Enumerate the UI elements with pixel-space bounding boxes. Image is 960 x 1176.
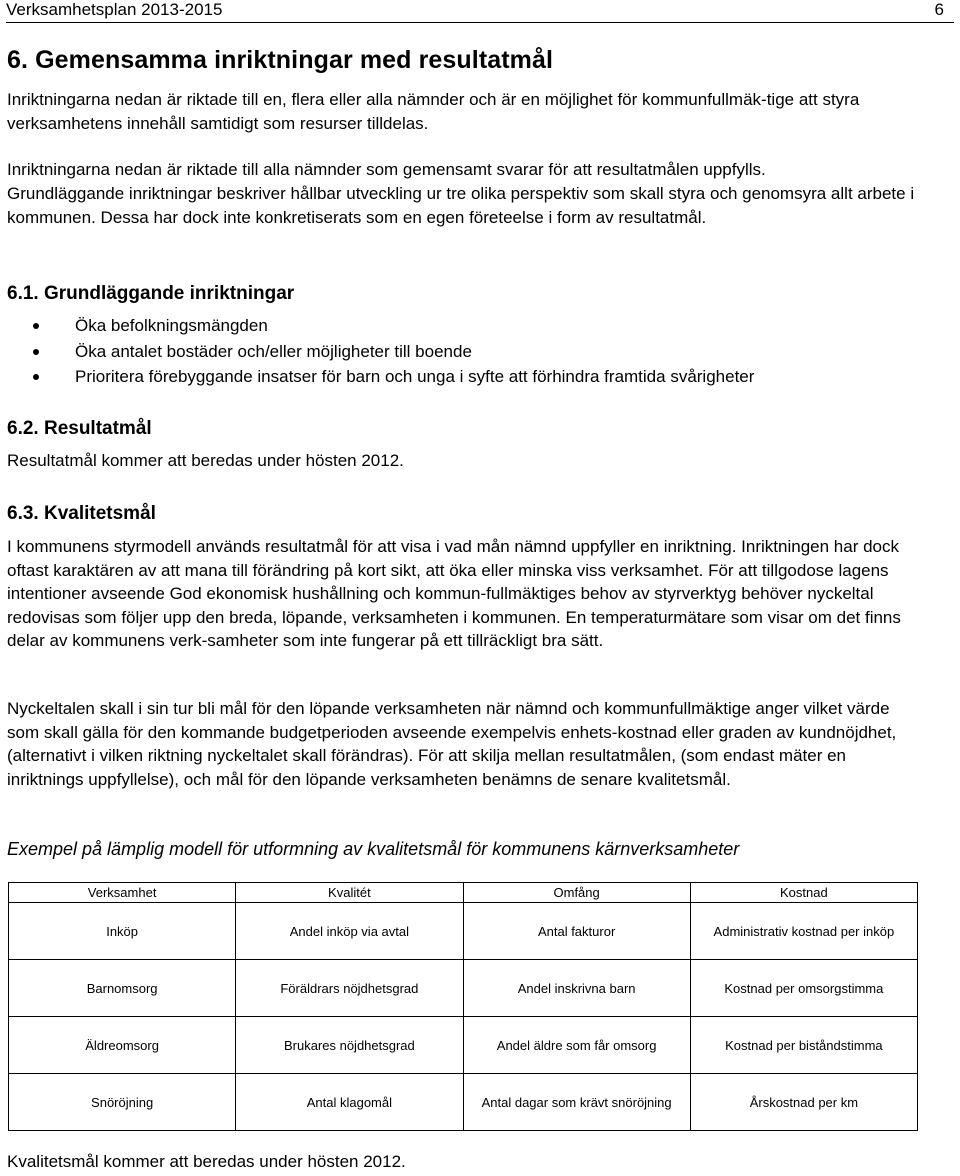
table-cell: Snöröjning [9, 1074, 236, 1131]
table-cell: Administrativ kostnad per inköp [690, 903, 917, 960]
table-cell: Årskostnad per km [690, 1074, 917, 1131]
table-cell: Andel inköp via avtal [236, 903, 463, 960]
subheading-6-1: 6.1. Grundläggande inriktningar [7, 283, 295, 304]
bullet-item: Öka antalet bostäder och/eller möjligheter till boende [7, 339, 754, 365]
bullet-item: Prioritera förebyggande insatser för barn och unga i syfte att förhindra framtida svårigheter [7, 364, 754, 390]
bullet-list [7, 313, 754, 390]
table-cell: Brukares nöjdhetsgrad [236, 1017, 463, 1074]
quality-goals-table [8, 882, 918, 1131]
column-header: Kvalitét [236, 883, 463, 903]
footer-text: Kvalitetsmål kommer att beredas under hösten 2012. [7, 1152, 406, 1171]
table-cell: Kostnad per biståndstimma [690, 1017, 917, 1074]
table-cell: Kostnad per omsorgstimma [690, 960, 917, 1017]
table-header-row [9, 883, 918, 903]
page-header [6, 0, 954, 23]
header-title: Verksamhetsplan 2013-2015 [6, 0, 223, 19]
table-cell: Antal dagar som krävt snöröjning [463, 1074, 690, 1131]
kvalitetsmal-paragraph-2: Nyckeltalen skall i sin tur bli mål för den löpande verksamheten när nämnd och kommunfullmäktige anger vilket värde som skall gälla för den kommande budgetperioden avseende exempelvis enhets-kostnad eller graden av kundnöjdhet, (alternativt i vilken riktning nyckeltalet skall förändras). För att skilja mellan resultatmålen, (som endast mäter en inriktnings uppfyllelse), och mål för den löpande verksamheten benämns de senare kvalitetsmål. [7, 699, 897, 789]
column-header: Kostnad [690, 883, 917, 903]
column-header: Verksamhet [9, 883, 236, 903]
column-header: Omfång [463, 883, 690, 903]
table-cell: Äldreomsorg [9, 1017, 236, 1074]
resultatmal-text: Resultatmål kommer att beredas under hösten 2012. [7, 451, 404, 470]
table-row [9, 903, 918, 960]
table-cell: Barnomsorg [9, 960, 236, 1017]
bullet-item: Öka befolkningsmängden [7, 313, 754, 339]
table-row [9, 1017, 918, 1074]
table-cell: Andel inskrivna barn [463, 960, 690, 1017]
table-cell: Föräldrars nöjdhetsgrad [236, 960, 463, 1017]
table-cell: Inköp [9, 903, 236, 960]
table-row [9, 1074, 918, 1131]
example-title: Exempel på lämplig modell för utformning av kvalitetsmål för kommunens kärnverksamheter [7, 839, 740, 859]
table-row [9, 960, 918, 1017]
subheading-6-2: 6.2. Resultatmål [7, 418, 152, 439]
section-heading: 6. Gemensamma inriktningar med resultatmål [7, 46, 554, 74]
intro-paragraph-2: Inriktningarna nedan är riktade till alla nämnder som gemensamt svarar för att resultatmålen uppfylls. [7, 160, 766, 179]
table-cell: Andel äldre som får omsorg [463, 1017, 690, 1074]
table-cell: Antal klagomål [236, 1074, 463, 1131]
intro-paragraph-3: Grundläggande inriktningar beskriver hållbar utveckling ur tre olika perspektiv som skall styra och genomsyra allt arbete i kommunen. Dessa har dock inte konkretiserats som en egen företeelse i form av resultatmål. [7, 184, 915, 227]
page-number: 6 [934, 0, 944, 19]
intro-paragraph-1: Inriktningarna nedan är riktade till en, flera eller alla nämnder och är en möjlighet för kommunfullmäk-tige att styra verksamhetens innehåll samtidigt som resurser tilldelas. [7, 90, 860, 133]
table-cell: Antal fakturor [463, 903, 690, 960]
kvalitetsmal-paragraph-1: I kommunens styrmodell används resultatmål för att visa i vad mån nämnd uppfyller en inriktning. Inriktningen har dock oftast karaktären av att mana till förändring på kort sikt, att öka eller minska viss verksamhet. För att tillgodose lagens intentioner avseende God ekonomisk hushållning och kommun-fullmäktiges behov av styrverktyg behöver nyckeltal redovisas som följer upp den breda, löpande, verksamheten i kommunen. En temperaturmätare som visar om det finns delar av kommunens verk-samheter som inte fungerar på ett tillräckligt bra sätt. [7, 537, 901, 651]
subheading-6-3: 6.3. Kvalitetsmål [7, 503, 156, 524]
